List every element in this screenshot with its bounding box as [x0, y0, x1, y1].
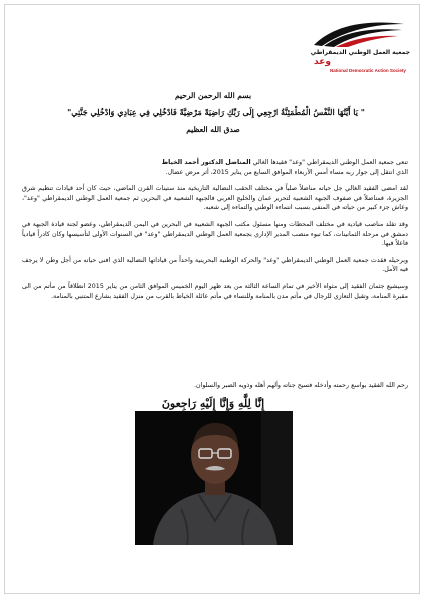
farewell-prayer: رحم الله الفقيد بواسع رحمته وأدخله فسيح جناته وألهم أهله وذويه الصبر والسلوان. [193, 382, 408, 389]
portrait-photo [135, 411, 293, 545]
logo-name-english: National Democratic Action Society [330, 68, 406, 73]
paragraph-positions: وقد تقلد مناصب قيادية في مختلف المحطات ومنها مسئول مكتب الجبهة الشعبية في البحرين في اليمن الديمقراطي، وعضو لجنة قيادة الجبهة في دمشق في مرحلة الثمانينات، كما تبوء منصب المدير الإداري بجمعية العمل الوطني الديمقراطي "وعد" في السنوات الأولى لتأسيسها وكان كادراً قيادياً فاعلاً فيها. [22, 220, 408, 248]
portrait-silhouette-icon [135, 411, 293, 545]
paragraph-funeral: وسيشيع جثمان الفقيد إلى مثواه الأخير في تمام الساعة الثالثة من بعد ظهر اليوم الخميس الموافق الثامن من يناير 2015 انطلاقاً من مأتم من الى مقبرة المنامة، وتقبل التعازي للرجال في مأتم مدن بالمنامة وللنساء في مأتم عائلة الخياط بالقرب من منزل الفقيد بشارع المتنبي بالمنامة. [22, 282, 408, 300]
inna-lillah: إِنَّا لِلَّهِ وَإِنَّا إِلَيْهِ رَاجِعونَ [161, 397, 265, 410]
paragraph-biography: لقد امضى الفقيد الغالي جل حياته مناضلاً صلباً في مختلف الحقب النضالية التاريخية منذ ستينات القرن الماضي، حيث كان أحد قيادات تنظيم شرق الجزيرة، فمناضلاً في صفوف الجبهة الشعبية لتحرير عمان والخليج العربي فالجبهة الشعبية في البحرين ثم جمعية العمل الوطني الديمقراطي "وعد"، وعاش جزء كبير من حياته في المنفى بسبب انتماءه الوطني والتماءه إلى شعبه. [22, 185, 408, 212]
basmala: بسم الله الرحمن الرحيم [174, 91, 252, 100]
paragraph-announcement: تنعى جمعية العمل الوطني الديمقراطي "وعد" فقيدها الغالي المناضل الدكتور أحمد الخياط الذي انتقل إلى جوار ربه مساء أمس الأربعاء الموافق السابع من يناير 2015، أثر مرض عضال. [161, 159, 408, 176]
obituary-body [22, 158, 408, 308]
deceased-name: المناضل الدكتور أحمد الخياط [161, 159, 251, 166]
verse-closing: صدق الله العظيم [186, 125, 240, 134]
logo-name-arabic: جمعية العمل الوطني الديمقراطي [310, 49, 410, 56]
quran-verse: " يَا أَيَّتُهَا النَّفْسُ الْمُطْمَئِنَّةُ ارْجِعِي إِلَى رَبِّكِ رَاضِيَةً مَرْضِيَّةً فَادْخُلِي فِي عِبَادِي وَادْخُلِي جَنَّتِي" [67, 107, 365, 117]
logo-waad: وعد [314, 57, 331, 67]
society-logo [300, 18, 412, 72]
paragraph-loss: وبرحيله فقدت جمعية العمل الوطني الديمقراطي "وعد" والحركة الوطنية البحرينية واحداً من قياداتها النضالية الذي افنى حياته من أجل وطن لا يرجف فيه الأمل. [22, 256, 408, 274]
logo-emblem-icon [310, 18, 408, 48]
